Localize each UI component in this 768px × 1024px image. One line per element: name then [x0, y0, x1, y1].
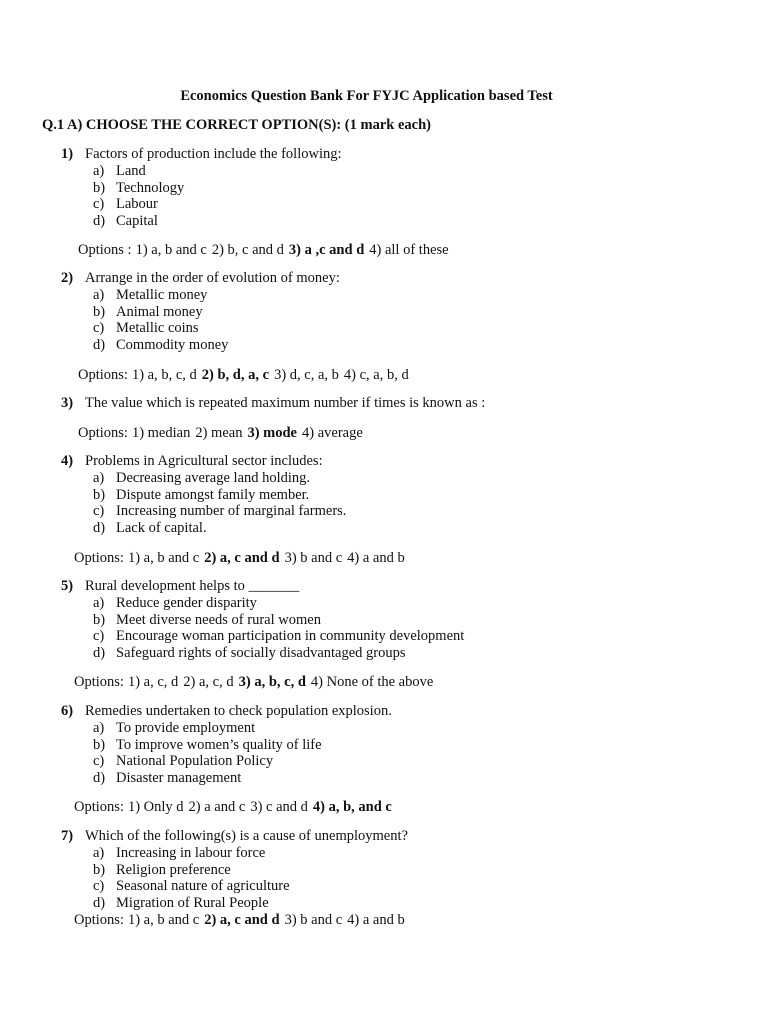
- option-2-correct: 2) b, d, a, c: [201, 367, 270, 383]
- item-letter: b): [93, 611, 106, 628]
- item-letter: c): [93, 878, 105, 895]
- list-item: [0, 878, 768, 895]
- options-line-6: [74, 799, 397, 816]
- options-line-4: [74, 550, 410, 567]
- list-item: [0, 628, 768, 645]
- item-text: Seasonal nature of agriculture: [116, 878, 290, 895]
- item-text: Increasing number of marginal farmers.: [116, 503, 347, 520]
- item-letter: c): [93, 628, 105, 645]
- options-label: Options:: [74, 799, 124, 815]
- option-1: 1) Only d: [127, 799, 184, 815]
- item-text: Dispute amongst family member.: [116, 486, 310, 503]
- item-letter: a): [93, 163, 105, 179]
- question-text: Factors of production include the following:: [85, 146, 342, 162]
- option-2-correct: 2) a, c and d: [204, 912, 280, 928]
- option-1: 1) a, b and c: [127, 912, 200, 928]
- question-6: [0, 703, 768, 786]
- list-item: [0, 753, 768, 770]
- item-letter: a): [93, 595, 105, 611]
- list-item: [0, 180, 768, 197]
- option-2: 2) mean: [195, 425, 243, 441]
- item-text: Migration of Rural People: [116, 894, 269, 911]
- item-text: Capital: [116, 212, 158, 229]
- option-4: 4) a and b: [347, 550, 405, 566]
- option-2: 2) a and c: [188, 799, 246, 815]
- question-number: 1): [61, 146, 74, 162]
- list-item: [0, 895, 768, 912]
- item-letter: d): [93, 212, 106, 229]
- options-label: Options:: [78, 367, 128, 383]
- item-letter: a): [93, 470, 105, 486]
- option-1: 1) a, b, c, d: [131, 367, 197, 383]
- list-item: [0, 520, 768, 537]
- option-3: 3) c and d: [250, 799, 308, 815]
- list-item: [0, 320, 768, 337]
- option-4: 4) a and b: [347, 912, 405, 928]
- options-line-5: [74, 674, 438, 691]
- list-item: [0, 845, 768, 862]
- item-text: Labour: [116, 196, 158, 213]
- item-text: Religion preference: [116, 861, 231, 878]
- question-2: [0, 270, 768, 353]
- question-text: Remedies undertaken to check population explosion.: [85, 703, 392, 719]
- options-line-7: [74, 912, 410, 929]
- item-letter: c): [93, 753, 105, 770]
- item-letter: d): [93, 894, 106, 911]
- item-letter: b): [93, 861, 106, 878]
- question-number: 2): [61, 270, 74, 286]
- item-letter: a): [93, 845, 105, 861]
- item-letter: c): [93, 503, 105, 520]
- question-text: The value which is repeated maximum number if times is known as :: [85, 395, 486, 411]
- option-4: 4) c, a, b, d: [343, 367, 409, 383]
- list-item: [0, 862, 768, 879]
- list-item: [0, 612, 768, 629]
- item-text: Commodity money: [116, 336, 229, 353]
- item-text: Encourage woman participation in community development: [116, 628, 465, 645]
- option-1: 1) a, b and c: [127, 550, 200, 566]
- question-number: 3): [61, 395, 74, 411]
- item-letter: a): [93, 287, 105, 303]
- list-item: [0, 304, 768, 321]
- item-text: Technology: [116, 179, 185, 196]
- option-2-correct: 2) a, c and d: [204, 550, 280, 566]
- item-text: National Population Policy: [116, 753, 274, 770]
- item-text: Decreasing average land holding.: [116, 470, 311, 486]
- item-text: To improve women’s quality of life: [116, 736, 322, 753]
- item-text: To provide employment: [116, 720, 256, 736]
- question-3: [0, 395, 768, 412]
- item-letter: d): [93, 769, 106, 786]
- list-item: [0, 163, 768, 180]
- item-letter: d): [93, 336, 106, 353]
- question-text: Problems in Agricultural sector includes:: [85, 453, 323, 469]
- option-4: 4) average: [302, 425, 363, 441]
- option-4: 4) all of these: [369, 242, 449, 258]
- option-2: 2) a, c, d: [183, 674, 234, 690]
- list-item: [0, 487, 768, 504]
- option-2: 2) b, c and d: [211, 242, 284, 258]
- item-text: Metallic money: [116, 287, 208, 303]
- question-5: [0, 578, 768, 661]
- item-text: Reduce gender disparity: [116, 595, 257, 611]
- question-7: [0, 828, 768, 911]
- item-letter: b): [93, 303, 106, 320]
- list-item: [0, 720, 768, 737]
- question-text: Arrange in the order of evolution of money:: [85, 270, 340, 286]
- list-item: [0, 213, 768, 230]
- item-letter: b): [93, 486, 106, 503]
- question-number: 6): [61, 703, 74, 719]
- item-text: Animal money: [116, 303, 203, 320]
- options-line-3: [78, 425, 368, 442]
- list-item: [0, 470, 768, 487]
- question-1: [0, 146, 768, 229]
- item-text: Land: [116, 163, 146, 179]
- options-label: Options :: [78, 242, 132, 258]
- item-letter: a): [93, 720, 105, 736]
- document-title: Economics Question Bank For FYJC Application based Test: [180, 88, 553, 104]
- item-text: Meet diverse needs of rural women: [116, 611, 321, 628]
- option-1: 1) a, c, d: [127, 674, 179, 690]
- item-text: Metallic coins: [116, 320, 199, 337]
- question-number: 4): [61, 453, 74, 469]
- option-3-correct: 3) a ,c and d: [288, 242, 365, 258]
- list-item: [0, 287, 768, 304]
- options-line-2: [78, 367, 414, 384]
- question-text: Which of the following(s) is a cause of unemployment?: [85, 828, 408, 844]
- question-4: [0, 453, 768, 536]
- options-label: Options:: [78, 425, 128, 441]
- option-4-correct: 4) a, b, and c: [312, 799, 392, 815]
- item-text: Lack of capital.: [116, 519, 207, 536]
- list-item: [0, 196, 768, 213]
- option-3: 3) d, c, a, b: [274, 367, 339, 383]
- item-text: Increasing in labour force: [116, 845, 266, 861]
- option-3: 3) b and c: [284, 912, 343, 928]
- item-letter: b): [93, 736, 106, 753]
- list-item: [0, 503, 768, 520]
- item-letter: c): [93, 196, 105, 213]
- item-letter: d): [93, 519, 106, 536]
- list-item: [0, 645, 768, 662]
- list-item: [0, 737, 768, 754]
- section-heading: Q.1 A) CHOOSE THE CORRECT OPTION(S): (1 mark each): [42, 117, 431, 133]
- list-item: [0, 337, 768, 354]
- item-letter: c): [93, 320, 105, 337]
- list-item: [0, 595, 768, 612]
- option-1: 1) a, b and c: [135, 242, 207, 258]
- options-label: Options:: [74, 912, 124, 928]
- option-3-correct: 3) mode: [247, 425, 297, 441]
- option-4: 4) None of the above: [310, 674, 434, 690]
- options-label: Options:: [74, 550, 124, 566]
- options-label: Options:: [74, 674, 124, 690]
- item-letter: b): [93, 179, 106, 196]
- question-number: 7): [61, 828, 74, 844]
- item-text: Safeguard rights of socially disadvantaged groups: [116, 644, 406, 661]
- item-text: Disaster management: [116, 769, 242, 786]
- question-text: Rural development helps to _______: [85, 578, 300, 594]
- list-item: [0, 770, 768, 787]
- item-letter: d): [93, 644, 106, 661]
- option-3: 3) b and c: [284, 550, 343, 566]
- option-1: 1) median: [131, 425, 191, 441]
- question-number: 5): [61, 578, 74, 594]
- options-line-1: [78, 242, 454, 259]
- option-3-correct: 3) a, b, c, d: [238, 674, 306, 690]
